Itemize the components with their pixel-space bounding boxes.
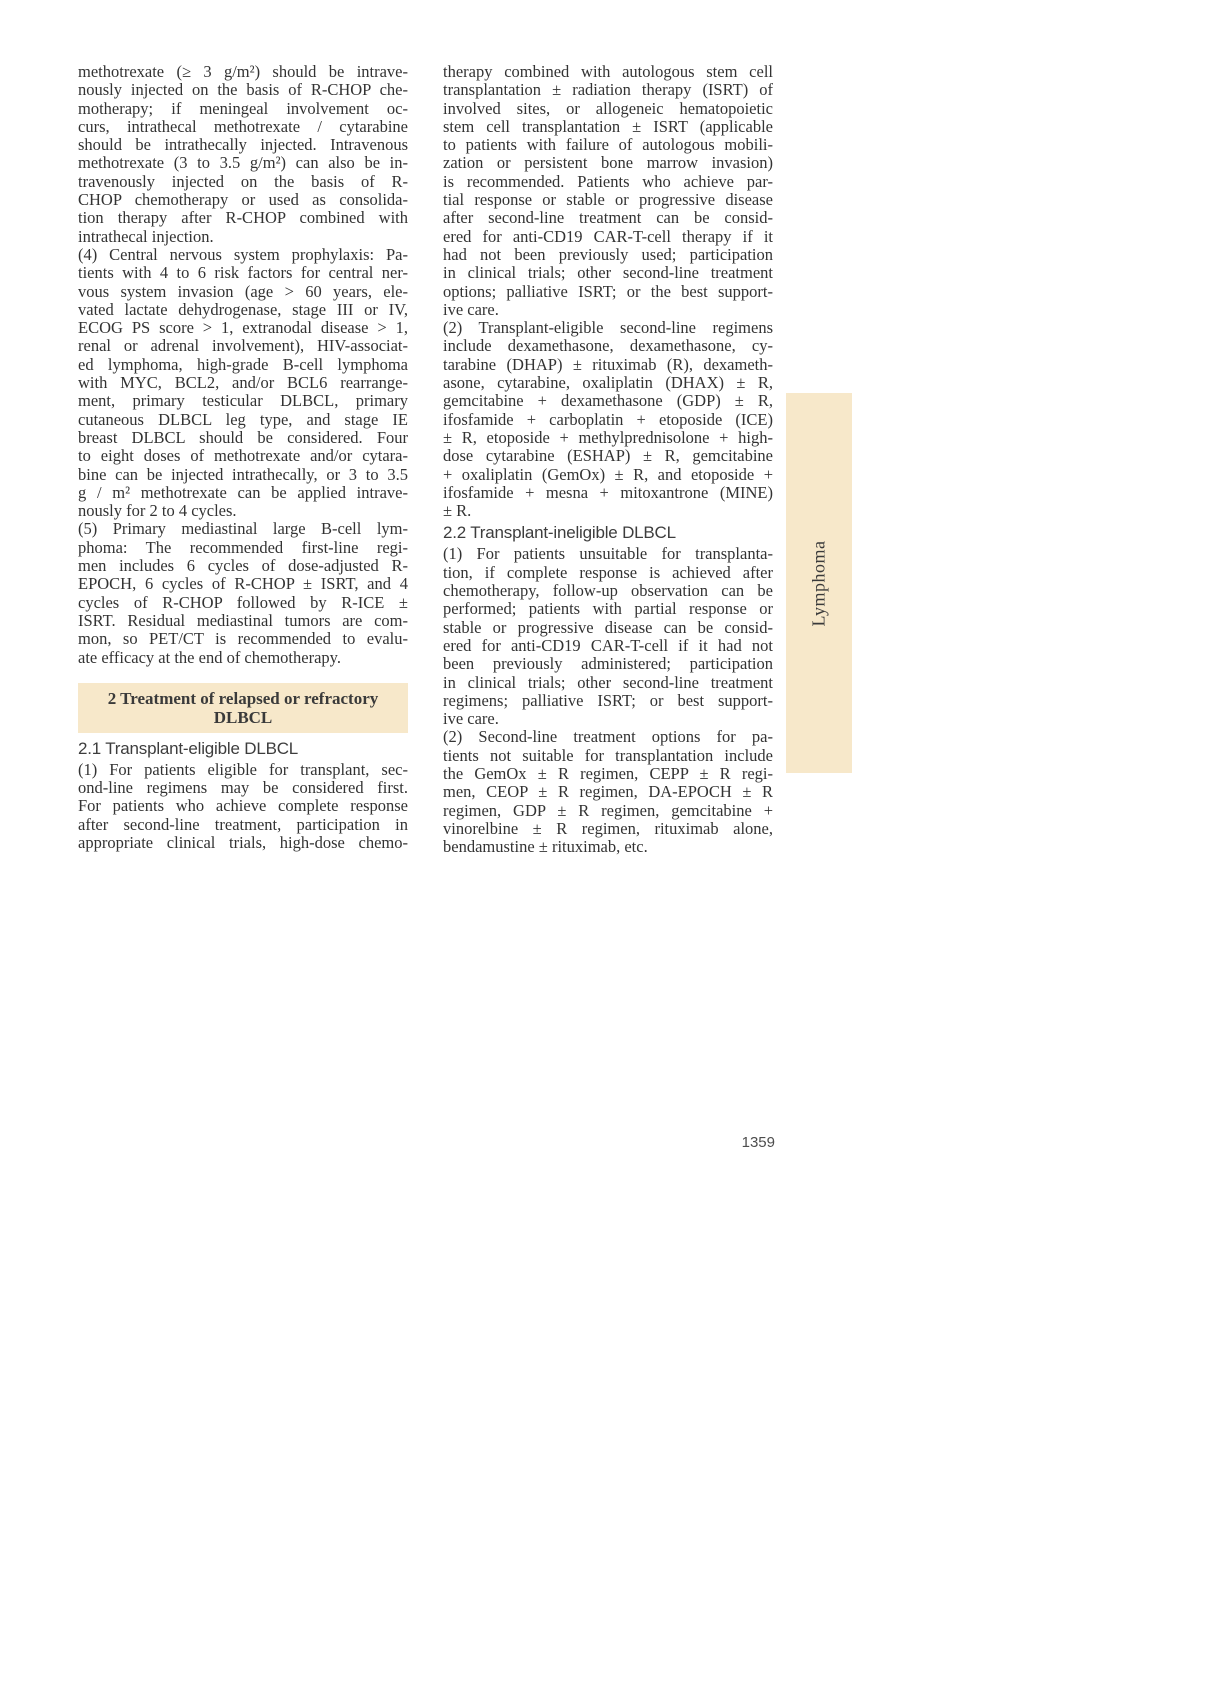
- text-line: (1) For patients eligible for transplant, sec-: [78, 759, 408, 779]
- text-line: options; palliative ISRT; or the best support-: [443, 281, 773, 301]
- text-line: ate efficacy at the end of chemotherapy.: [78, 647, 341, 667]
- text-line: tial response or stable or progressive disease: [443, 190, 773, 210]
- text-line: motherapy; if meningeal involvement oc-: [78, 98, 408, 118]
- text-line: tients not suitable for transplantation include: [443, 745, 773, 765]
- section-heading-line: DLBCL: [213, 708, 273, 728]
- text-line: ered for anti-CD19 CAR-T-cell if it had not: [443, 635, 773, 655]
- text-line: ± R, etoposide + methylprednisolone + high-: [443, 427, 773, 447]
- text-line: involved sites, or allogeneic hematopoietic: [443, 98, 773, 118]
- text-line: the GemOx ± R regimen, CEPP ± R regi-: [443, 763, 773, 783]
- text-line: renal or adrenal involvement), HIV-associat-: [78, 336, 408, 356]
- text-line: is recommended. Patients who achieve par-: [443, 171, 773, 191]
- paragraph: [443, 63, 773, 319]
- text-line: regimen, GDP ± R regimen, gemcitabine +: [443, 800, 773, 820]
- text-line: ifosfamide + carboplatin + etoposide (ICE): [443, 409, 773, 429]
- left-column: [78, 63, 408, 852]
- text-line: zation or persistent bone marrow invasion): [443, 153, 773, 173]
- text-line: (5) Primary mediastinal large B-cell lym-: [78, 519, 408, 539]
- text-line: tarabine (DHAP) ± rituximab (R), dexameth-: [443, 354, 773, 374]
- text-line: in clinical trials; other second-line treatment: [443, 672, 773, 692]
- right-column: [443, 63, 773, 856]
- text-line: dose cytarabine (ESHAP) ± R, gemcitabine: [443, 446, 773, 466]
- text-line: (1) For patients unsuitable for transplanta-: [443, 544, 773, 564]
- paragraph: [443, 545, 773, 728]
- paragraph: [78, 246, 408, 520]
- text-line: asone, cytarabine, oxaliplatin (DHAX) ± R,: [443, 373, 773, 393]
- text-line: nously injected on the basis of R-CHOP che-: [78, 80, 408, 100]
- text-line: gemcitabine + dexamethasone (GDP) ± R,: [443, 391, 773, 411]
- text-line: vous system invasion (age > 60 years, ele-: [78, 281, 408, 301]
- text-line: men includes 6 cycles of dose-adjusted R-: [78, 556, 408, 576]
- text-line: ± R.: [443, 501, 472, 521]
- text-line: breast DLBCL should be considered. Four: [78, 427, 408, 447]
- text-line: in clinical trials; other second-line treatment: [443, 263, 773, 283]
- page-number: 1359: [741, 1134, 775, 1151]
- text-line: bendamustine ± rituximab, etc.: [443, 837, 648, 857]
- text-line: (2) Transplant-eligible second-line regimens: [443, 318, 773, 338]
- text-line: tion, if complete response is achieved after: [443, 562, 773, 582]
- text-line: ifosfamide + mesna + mitoxantrone (MINE): [443, 482, 773, 502]
- text-line: after second-line treatment, participation in: [78, 814, 408, 834]
- text-line: g / m² methotrexate can be applied intrave-: [78, 482, 408, 502]
- text-line: ISRT. Residual mediastinal tumors are com-: [78, 610, 408, 630]
- text-line: curs, intrathecal methotrexate / cytarabine: [78, 116, 408, 136]
- text-line: transplantation ± radiation therapy (ISRT) of: [443, 80, 773, 100]
- text-line: For patients who achieve complete response: [78, 796, 408, 816]
- text-line: chemotherapy, follow-up observation can be: [443, 581, 773, 601]
- text-line: had not been previously used; participation: [443, 244, 773, 264]
- paragraph: [78, 761, 408, 852]
- subsection-heading: 2.1 Transplant-eligible DLBCL: [78, 738, 299, 758]
- text-line: appropriate clinical trials, high-dose chemo-: [78, 832, 408, 852]
- text-line: tients with 4 to 6 risk factors for central ner-: [78, 263, 408, 283]
- paragraph: [78, 520, 408, 666]
- text-line: intrathecal injection.: [78, 226, 214, 246]
- text-line: methotrexate (3 to 3.5 g/m²) can also be in-: [78, 153, 408, 173]
- section-heading: [78, 683, 408, 733]
- text-line: CHOP chemotherapy or used as consolida-: [78, 190, 408, 210]
- text-line: to eight doses of methotrexate and/or cytara-: [78, 446, 408, 466]
- text-line: methotrexate (≥ 3 g/m²) should be intrave-: [78, 62, 408, 81]
- text-line: been previously administered; participation: [443, 654, 773, 674]
- text-line: ered for anti-CD19 CAR-T-cell therapy if it: [443, 226, 773, 246]
- text-line: to patients with failure of autologous mobili-: [443, 135, 773, 155]
- subsection-heading: 2.2 Transplant-ineligible DLBCL: [443, 523, 676, 543]
- text-line: ive care.: [443, 299, 499, 319]
- text-line: stable or progressive disease can be consid-: [443, 617, 773, 637]
- text-line: include dexamethasone, dexamethasone, cy-: [443, 336, 773, 356]
- chapter-tab-label: Lymphoma: [808, 540, 829, 626]
- text-line: (4) Central nervous system prophylaxis: Pa-: [78, 244, 408, 264]
- text-line: ment, primary testicular DLBCL, primary: [78, 391, 408, 411]
- text-line: cycles of R-CHOP followed by R-ICE ±: [78, 592, 408, 612]
- chapter-tab: [786, 393, 852, 773]
- paragraph: [443, 728, 773, 856]
- text-line: should be intrathecally injected. Intravenous: [78, 135, 408, 155]
- text-line: men, CEOP ± R regimen, DA-EPOCH ± R: [443, 782, 773, 802]
- text-line: (2) Second-line treatment options for pa-: [443, 727, 773, 747]
- text-line: + oxaliplatin (GemOx) ± R, and etoposide +: [443, 464, 773, 484]
- text-line: ed lymphoma, high-grade B-cell lymphoma: [78, 354, 408, 374]
- text-line: phoma: The recommended first-line regi-: [78, 537, 408, 557]
- text-line: performed; patients with partial response or: [443, 599, 773, 619]
- paragraph: [443, 319, 773, 520]
- text-line: vinorelbine ± R regimen, rituximab alone,: [443, 818, 773, 838]
- text-line: ive care.: [443, 709, 499, 729]
- text-line: tion therapy after R-CHOP combined with: [78, 208, 408, 228]
- section-heading-line: 2 Treatment of relapsed or refractory: [107, 688, 379, 708]
- text-line: nously for 2 to 4 cycles.: [78, 501, 237, 521]
- text-line: with MYC, BCL2, and/or BCL6 rearrange-: [78, 373, 408, 393]
- text-line: mon, so PET/CT is recommended to evalu-: [78, 629, 408, 649]
- text-line: stem cell transplantation ± ISRT (applicable: [443, 116, 773, 136]
- text-line: cutaneous DLBCL leg type, and stage IE: [78, 409, 408, 429]
- text-line: bine can be injected intrathecally, or 3 to 3.5: [78, 464, 408, 484]
- text-line: after second-line treatment can be consid-: [443, 208, 773, 228]
- text-line: regimens; palliative ISRT; or best support-: [443, 690, 773, 710]
- text-line: vated lactate dehydrogenase, stage III or IV,: [78, 299, 408, 319]
- paragraph: [78, 63, 408, 246]
- text-line: travenously injected on the basis of R-: [78, 171, 408, 191]
- text-line: ECOG PS score > 1, extranodal disease > 1,: [78, 318, 408, 338]
- text-line: ond-line regimens may be considered first.: [78, 778, 408, 798]
- text-line: EPOCH, 6 cycles of R-CHOP ± ISRT, and 4: [78, 574, 408, 594]
- text-line: therapy combined with autologous stem cell: [443, 62, 773, 81]
